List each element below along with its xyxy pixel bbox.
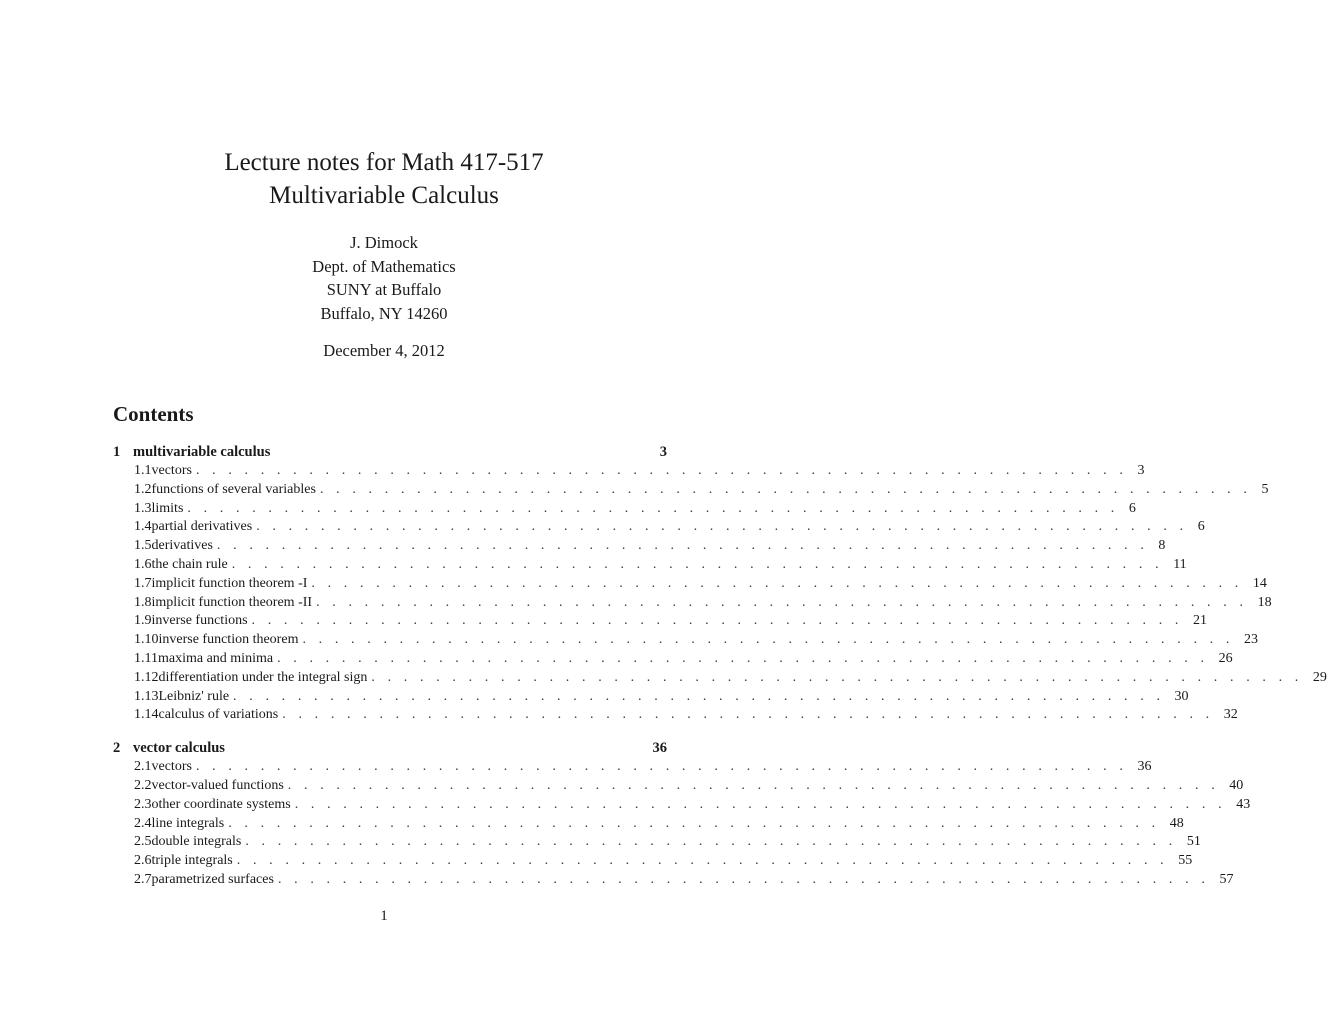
- toc-section-number: 1.5: [134, 538, 152, 554]
- toc-section-page: 5: [1261, 481, 1269, 497]
- toc-section-title: vectors: [151, 759, 192, 775]
- toc-section-page: 55: [1178, 853, 1193, 869]
- toc-section-row[interactable]: [113, 758, 1152, 777]
- author-block: [0, 231, 768, 325]
- toc-section-number: 2.7: [134, 871, 152, 887]
- toc-section-number: 1.13: [134, 688, 159, 704]
- toc-section-row[interactable]: [113, 669, 1327, 688]
- toc-section-number: 2.4: [134, 815, 152, 831]
- toc-leader-dots: . . . . . . . . . . . . . . . . . . . . . . . . . . . . . . . . . . . . . . . . . . . . . . . . . . . . . . . . . .: [245, 834, 1177, 850]
- toc-leader-dots: . . . . . . . . . . . . . . . . . . . . . . . . . . . . . . . . . . . . . . . . . . . . . . . . . . . . . . . . . .: [277, 871, 1210, 887]
- toc-section-number: 1.3: [134, 500, 152, 516]
- toc-leader-dots: . . . . . . . . . . . . . . . . . . . . . . . . . . . . . . . . . . . . . . . . . . . . . . . . . . . . . . . . . .: [311, 575, 1243, 591]
- toc-leader-dots: . . . . . . . . . . . . . . . . . . . . . . . . . . . . . . . . . . . . . . . . . . . . . . . . . . . . . . . . . .: [316, 594, 1248, 610]
- table-of-contents: [113, 443, 1327, 890]
- toc-section-number: 1.1: [134, 463, 152, 478]
- toc-section-page: 6: [1197, 519, 1205, 535]
- toc-section-title: inverse function theorem: [158, 632, 299, 648]
- toc-section-row[interactable]: [113, 796, 1251, 815]
- toc-section-row[interactable]: [113, 852, 1193, 871]
- toc-section-number: 1.14: [134, 707, 159, 723]
- toc-section-row[interactable]: [113, 537, 1166, 556]
- toc-section-row[interactable]: [113, 500, 1136, 519]
- toc-section-page: 11: [1173, 556, 1187, 572]
- toc-section-page: 3: [1137, 463, 1145, 478]
- toc-section-number: 2.3: [134, 796, 152, 812]
- toc-section-title: line integrals: [151, 815, 225, 831]
- toc-section-row[interactable]: [113, 462, 1145, 481]
- toc-section-number: 2.1: [134, 759, 152, 775]
- toc-section-page: 29: [1312, 669, 1327, 685]
- toc-leader-dots: . . . . . . . . . . . . . . . . . . . . . . . . . . . . . . . . . . . . . . . . . . . . . . . . . . . . . . . . . .: [236, 853, 1169, 869]
- toc-leader-dots: . . . . . . . . . . . . . . . . . . . . . . . . . . . . . . . . . . . . . . . . . . . . . . . . . . . . . . . . . .: [282, 707, 1214, 723]
- toc-section-title: Leibniz' rule: [158, 688, 230, 704]
- toc-chapter-number: 2: [113, 740, 121, 757]
- toc-section-number: 1.8: [134, 594, 152, 610]
- toc-section-number: 1.7: [134, 575, 152, 591]
- toc-section-title: vector-valued functions: [151, 777, 284, 793]
- toc-section-page: 18: [1257, 594, 1272, 610]
- toc-section-title: maxima and minima: [157, 650, 274, 666]
- toc-section-row[interactable]: [113, 706, 1238, 725]
- toc-section-page: 36: [1137, 759, 1152, 775]
- toc-section-title: calculus of variations: [158, 707, 279, 723]
- toc-section-number: 2.2: [134, 777, 152, 793]
- toc-section-title: inverse functions: [151, 613, 248, 629]
- toc-section-number: 1.10: [134, 632, 159, 648]
- toc-section-title: partial derivatives: [151, 519, 253, 535]
- toc-section-title: functions of several variables: [151, 481, 316, 497]
- toc-section-page: 51: [1186, 834, 1201, 850]
- toc-leader-dots: . . . . . . . . . . . . . . . . . . . . . . . . . . . . . . . . . . . . . . . . . . . . . . . . . . . . . . . . . .: [251, 613, 1184, 629]
- toc-section-page: 57: [1219, 871, 1234, 887]
- toc-leader-dots: . . . . . . . . . . . . . . . . . . . . . . . . . . . . . . . . . . . . . . . . . . . . . . . . . . . . . . . . . .: [256, 519, 1188, 535]
- toc-section-row[interactable]: [113, 815, 1184, 834]
- toc-section-row[interactable]: [113, 612, 1208, 631]
- toc-section-row[interactable]: [113, 777, 1244, 796]
- toc-chapter-page: 36: [652, 740, 667, 757]
- title-line-2: Multivariable Calculus: [269, 182, 499, 209]
- toc-section-title: triple integrals: [151, 853, 233, 869]
- toc-section-row[interactable]: [113, 871, 1234, 890]
- document-title: [0, 146, 768, 212]
- toc-leader-dots: . . . . . . . . . . . . . . . . . . . . . . . . . . . . . . . . . . . . . . . . . . . . . . . . . . . . . . . . . .: [233, 688, 1165, 704]
- toc-section-row[interactable]: [113, 833, 1201, 852]
- toc-section-title: parametrized surfaces: [151, 871, 274, 887]
- toc-chapter-title: vector calculus: [133, 740, 225, 757]
- toc-section-number: 1.9: [134, 613, 152, 629]
- toc-section-page: 8: [1158, 538, 1166, 554]
- toc-section-title: differentiation under the integral sign: [158, 669, 368, 685]
- contents-heading: Contents: [113, 402, 194, 426]
- toc-section-number: 1.4: [134, 519, 152, 535]
- toc-chapter-number: 1: [113, 444, 121, 460]
- toc-leader-dots: . . . . . . . . . . . . . . . . . . . . . . . . . . . . . . . . . . . . . . . . . . . . . . . . . . . . . . . . . .: [302, 632, 1234, 648]
- toc-section-page: 6: [1128, 500, 1136, 516]
- toc-leader-dots: . . . . . . . . . . . . . . . . . . . . . . . . . . . . . . . . . . . . . . . . . . . . . . . . . . . . . . . . . .: [231, 556, 1164, 572]
- toc-section-page: 32: [1223, 707, 1238, 723]
- toc-section-page: 30: [1174, 688, 1189, 704]
- toc-chapter-row[interactable]: [113, 443, 667, 462]
- toc-section-row[interactable]: [113, 575, 1267, 594]
- toc-leader-dots: . . . . . . . . . . . . . . . . . . . . . . . . . . . . . . . . . . . . . . . . . . . . . . . . . . . . . . . . . .: [277, 650, 1209, 666]
- page-number: 1: [380, 908, 388, 924]
- author-department: Dept. of Mathematics: [312, 256, 456, 276]
- toc-leader-dots: . . . . . . . . . . . . . . . . . . . . . . . . . . . . . . . . . . . . . . . . . . . . . . . . . . . . . . . . . .: [228, 815, 1160, 831]
- toc-section-page: 14: [1252, 575, 1267, 591]
- toc-section-row[interactable]: [113, 518, 1205, 537]
- toc-leader-dots: . . . . . . . . . . . . . . . . . . . . . . . . . . . . . . . . . . . . . . . . . . . . . . . . . . . . . . . . . .: [371, 669, 1303, 685]
- toc-section-row[interactable]: [113, 650, 1233, 669]
- toc-chapter-title: multivariable calculus: [133, 444, 271, 460]
- toc-leader-dots: . . . . . . . . . . . . . . . . . . . . . . . . . . . . . . . . . . . . . . . . . . . . . . . . . . . . . . . . . .: [294, 796, 1227, 812]
- toc-chapter-row[interactable]: [113, 739, 667, 758]
- toc-section-row[interactable]: [113, 481, 1269, 500]
- toc-section-title: implicit function theorem -II: [151, 594, 313, 610]
- toc-section-row[interactable]: [113, 556, 1187, 575]
- title-line-1: Lecture notes for Math 417-517: [224, 149, 544, 176]
- toc-section-page: 40: [1229, 777, 1244, 793]
- toc-leader-dots: . . . . . . . . . . . . . . . . . . . . . . . . . . . . . . . . . . . . . . . . . . . . . . . . . . . . . . . . . .: [287, 777, 1220, 793]
- toc-section-number: 1.6: [134, 556, 152, 572]
- toc-section-title: the chain rule: [151, 556, 228, 572]
- toc-section-number: 2.6: [134, 853, 152, 869]
- toc-section-title: derivatives: [151, 538, 213, 554]
- toc-section-title: vectors: [151, 463, 192, 478]
- toc-section-page: 23: [1243, 632, 1258, 648]
- toc-leader-dots: . . . . . . . . . . . . . . . . . . . . . . . . . . . . . . . . . . . . . . . . . . . . . . . . . . . . . . . . . .: [195, 759, 1128, 775]
- toc-section-title: double integrals: [151, 834, 242, 850]
- toc-section-page: 43: [1236, 796, 1251, 812]
- toc-section-row[interactable]: [113, 594, 1272, 613]
- toc-chapter-page: 3: [659, 444, 667, 460]
- toc-section-number: 1.2: [134, 481, 152, 497]
- toc-section-page: 26: [1218, 650, 1233, 666]
- toc-section-title: other coordinate systems: [151, 796, 291, 812]
- toc-leader-dots: . . . . . . . . . . . . . . . . . . . . . . . . . . . . . . . . . . . . . . . . . . . . . . . . . . . . . . . . . .: [195, 463, 1128, 478]
- toc-section-number: 1.12: [134, 669, 159, 685]
- toc-section-page: 21: [1193, 613, 1208, 629]
- toc-section-row[interactable]: [113, 688, 1189, 707]
- toc-leader-dots: . . . . . . . . . . . . . . . . . . . . . . . . . . . . . . . . . . . . . . . . . . . . . . . . . . . . . . . . . .: [187, 500, 1119, 516]
- author-name: J. Dimock: [350, 233, 418, 252]
- toc-leader-dots: . . . . . . . . . . . . . . . . . . . . . . . . . . . . . . . . . . . . . . . . . . . . . . . . . . . . . . . . . .: [216, 538, 1149, 554]
- toc-section-page: 48: [1169, 815, 1184, 831]
- toc-section-title: limits: [151, 500, 184, 516]
- document-date: December 4, 2012: [323, 341, 445, 360]
- toc-section-number: 1.11: [134, 650, 158, 666]
- author-address: Buffalo, NY 14260: [320, 303, 448, 323]
- chapter-gap: [113, 725, 667, 739]
- toc-section-title: implicit function theorem -I: [151, 575, 308, 591]
- author-institution: SUNY at Buffalo: [326, 280, 442, 299]
- toc-leader-dots: . . . . . . . . . . . . . . . . . . . . . . . . . . . . . . . . . . . . . . . . . . . . . . . . . . . . . . . . . .: [319, 481, 1252, 497]
- toc-section-row[interactable]: [113, 631, 1258, 650]
- toc-section-number: 2.5: [134, 834, 152, 850]
